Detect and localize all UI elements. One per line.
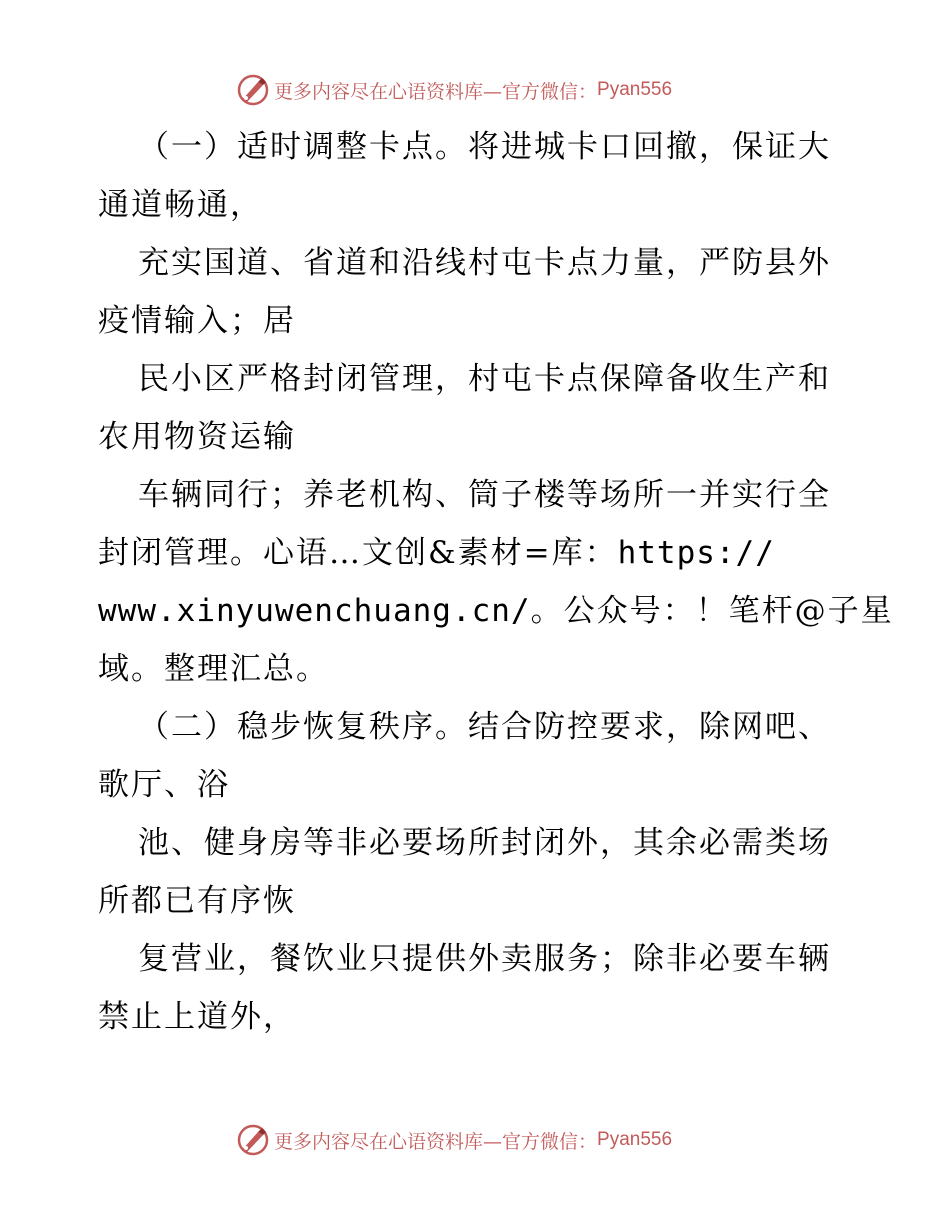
paragraph-2-line-2: 歌厅、浴 <box>98 767 230 803</box>
watermark-wechat-id: Pyan556 <box>597 79 673 100</box>
document-body <box>98 118 894 1046</box>
paragraph-1-line-2: 通道畅通， <box>98 187 263 223</box>
paragraph-1-line-9 <box>98 582 894 640</box>
paragraph-1-line-4: 疫情输入；居 <box>98 303 296 339</box>
paragraph-1-line-10: 域。整理汇总。 <box>98 651 329 687</box>
paragraph-1-line-8 <box>98 524 858 582</box>
header-watermark <box>236 72 672 108</box>
paragraph-2-line-4: 所都已有序恢 <box>98 883 296 919</box>
footer-watermark <box>236 1122 672 1158</box>
paragraph-1-line-1: （一）适时调整卡点。将进城卡口回撤，保证大 <box>138 129 831 165</box>
paragraph-2-line-6: 禁止上道外， <box>98 999 296 1035</box>
paragraph-1-line-7: 车辆同行；养老机构、筒子楼等场所一并实行全 <box>138 477 831 513</box>
watermark-text: 更多内容尽在心语资料库—官方微信： <box>274 1130 598 1153</box>
paragraph-2-line-5: 复营业，餐饮业只提供外卖服务；除非必要车辆 <box>138 941 831 977</box>
pen-logo-icon <box>236 73 270 107</box>
paragraph-1-line-9-text: 。公众号：！笔杆@子星 <box>530 593 894 629</box>
paragraph-1-line-9-url: www.xinyuwenchuang.cn/ <box>98 593 531 629</box>
paragraph-1-line-3: 充实国道、省道和沿线村屯卡点力量，严防县外 <box>138 245 831 281</box>
paragraph-1-line-8-text: 封闭管理。心语…文创&素材=库： <box>98 535 618 571</box>
pen-logo-icon <box>236 1123 270 1157</box>
watermark-wechat-id: Pyan556 <box>597 1129 673 1150</box>
paragraph-2-line-3: 池、健身房等非必要场所封闭外，其余必需类场 <box>138 825 831 861</box>
paragraph-1-line-6: 农用物资运输 <box>98 419 296 455</box>
paragraph-1-line-5: 民小区严格封闭管理，村屯卡点保障备收生产和 <box>138 361 831 397</box>
paragraph-2-line-1: （二）稳步恢复秩序。结合防控要求，除网吧、 <box>138 709 831 745</box>
paragraph-1-line-8-url: https:// <box>617 535 775 571</box>
watermark-text: 更多内容尽在心语资料库—官方微信： <box>274 80 598 103</box>
